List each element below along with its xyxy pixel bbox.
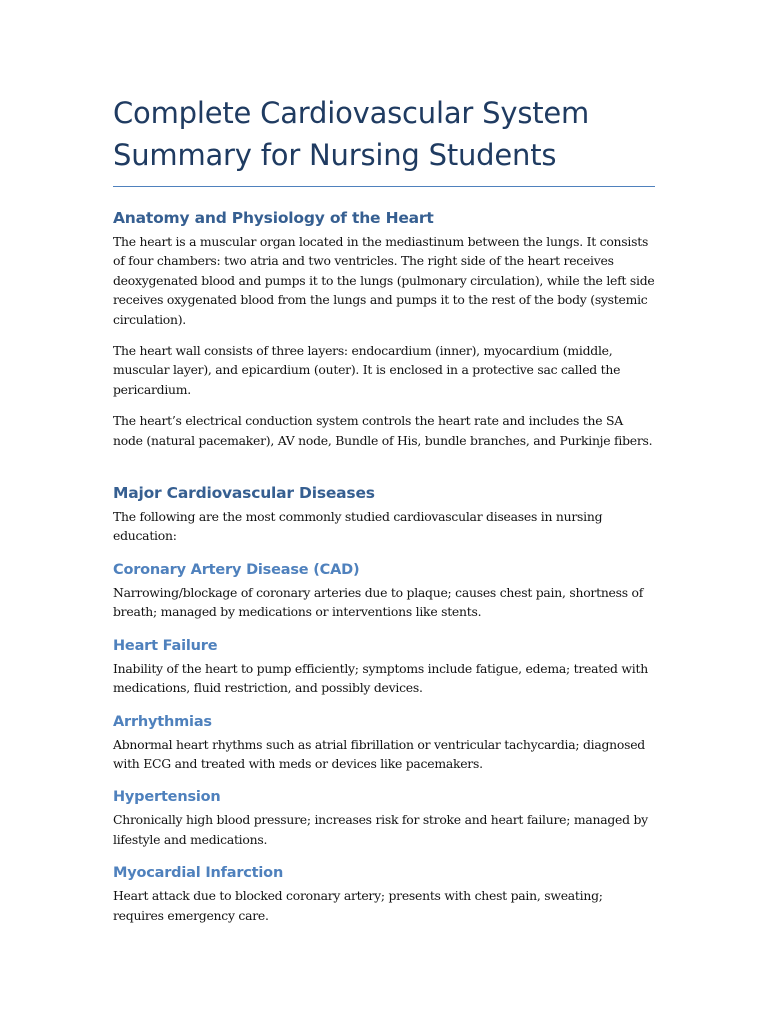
section-heading: Anatomy and Physiology of the Heart: [113, 209, 434, 227]
disease-heading: Hypertension: [113, 789, 221, 806]
disease-description: Heart attack due to blocked coronary artery; presents with chest pain, sweating; requires emergency care.: [113, 888, 603, 923]
disease-description: Narrowing/blockage of coronary arteries due to plaque; causes chest pain, shortness of breath; managed by medications or interventions like stents.: [113, 584, 644, 620]
section-anatomy: [113, 207, 655, 450]
disease-description: Inability of the heart to pump efficiently; symptoms include fatigue, edema; treated with medications, fluid restriction, and possibly devices.: [113, 660, 648, 696]
disease-entry: [113, 711, 655, 774]
disease-heading: Coronary Artery Disease (CAD): [113, 561, 360, 578]
section-diseases: [113, 482, 655, 925]
disease-heading: Heart Failure: [113, 637, 218, 654]
disease-heading: Myocardial Infarction: [113, 865, 284, 882]
section-heading: Major Cardiovascular Diseases: [113, 484, 375, 503]
body-paragraph: The heart’s electrical conduction system controls the heart rate and includes the SA node (natural pacemaker), AV node, Bundle of His, bundle branches, and Purkinje fibers.: [113, 413, 653, 448]
body-paragraph: The heart is a muscular organ located in the mediastinum between the lungs. It consists of four chambers: two atria and two ventricles. The right side of the heart receives deoxygenated blood and pumps it to the lungs (pulmonary circulation), while the left side receives oxygenated blood from the lungs and pumps it to the rest of the body (systemic circulation).: [113, 234, 655, 327]
disease-entry: [113, 786, 655, 849]
section-intro: The following are the most commonly studied cardiovascular diseases in nursing education:: [113, 509, 603, 544]
disease-entry: [113, 862, 655, 925]
disease-description: Abnormal heart rhythms such as atrial fibrillation or ventricular tachycardia; diagnosed with ECG and treated with meds or devices like pacemakers.: [113, 736, 645, 771]
document-page: [113, 92, 655, 925]
disease-entry: [113, 559, 655, 622]
body-paragraph: The heart wall consists of three layers: endocardium (inner), myocardium (middle, muscular layer), and epicardium (outer). It is enclosed in a protective sac called the pericardium.: [113, 343, 621, 397]
title-underline-rule: [113, 186, 655, 187]
disease-description: Chronically high blood pressure; increases risk for stroke and heart failure; managed by lifestyle and medications.: [113, 812, 648, 847]
disease-heading: Arrhythmias: [113, 713, 212, 730]
disease-entry: [113, 635, 655, 698]
document-title: Complete Cardiovascular System Summary for Nursing Students: [113, 96, 590, 172]
